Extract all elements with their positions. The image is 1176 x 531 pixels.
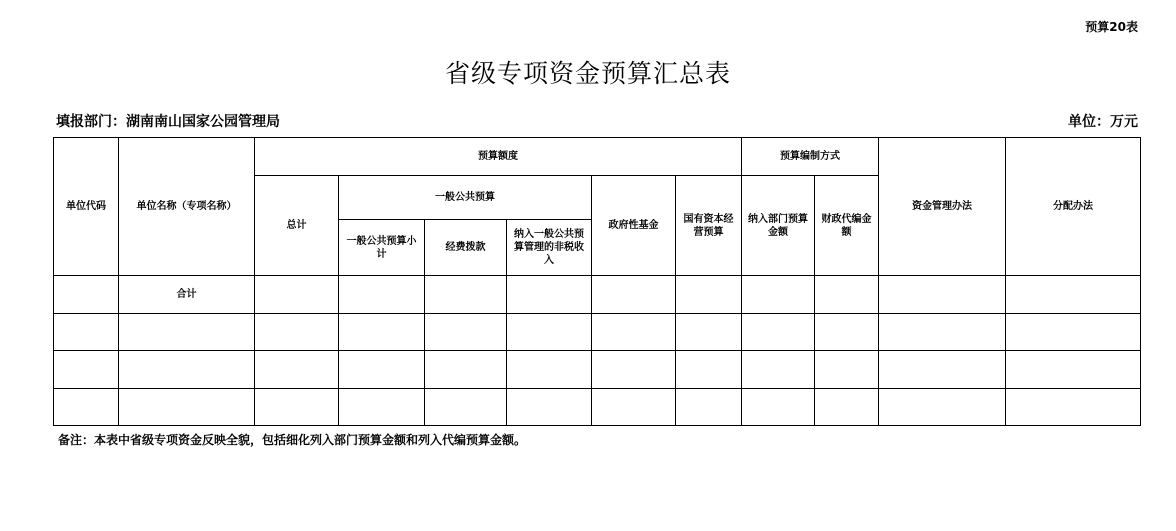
header-allocation-method: 分配办法 bbox=[1006, 138, 1141, 276]
page-title: 省级专项资金预算汇总表 bbox=[444, 59, 731, 88]
cell-allocation-method bbox=[1006, 351, 1141, 389]
table-row-total bbox=[54, 276, 1141, 314]
cell-gov-fund bbox=[592, 276, 676, 314]
form-number: 预算20表 bbox=[1085, 20, 1138, 34]
cell-total bbox=[255, 389, 339, 426]
cell-appropriation bbox=[425, 314, 507, 351]
cell-unit-code bbox=[54, 389, 119, 426]
department-value: 湖南南山国家公园管理局 bbox=[126, 114, 280, 130]
cell-fund-management bbox=[879, 276, 1006, 314]
header-unit-code: 单位代码 bbox=[54, 138, 119, 276]
header-finance-proxy-amount: 财政代编金额 bbox=[815, 176, 879, 276]
footnote-label: 备注 ： bbox=[58, 433, 94, 447]
table-row bbox=[54, 389, 1141, 426]
cell-allocation-method bbox=[1006, 389, 1141, 426]
cell-gov-fund bbox=[592, 389, 676, 426]
header-compile-method: 预算编制方式 bbox=[742, 138, 879, 176]
budget-summary-table bbox=[53, 137, 1141, 426]
cell-fund-management bbox=[879, 351, 1006, 389]
cell-total bbox=[255, 276, 339, 314]
cell-unit-code bbox=[54, 276, 119, 314]
cell-total bbox=[255, 314, 339, 351]
header-state-capital: 国有资本经营预算 bbox=[676, 176, 742, 276]
cell-dept-budget-amount bbox=[742, 314, 815, 351]
cell-non-tax-income bbox=[507, 314, 592, 351]
header-unit-name: 单位名称（专项名称） bbox=[119, 138, 255, 276]
cell-total bbox=[255, 351, 339, 389]
cell-finance-proxy-amount bbox=[815, 276, 879, 314]
cell-state-capital bbox=[676, 351, 742, 389]
cell-unit-name bbox=[119, 351, 255, 389]
footnote bbox=[58, 431, 526, 448]
cell-unit-name bbox=[119, 314, 255, 351]
cell-appropriation bbox=[425, 351, 507, 389]
cell-appropriation bbox=[425, 276, 507, 314]
cell-fund-management bbox=[879, 314, 1006, 351]
cell-finance-proxy-amount bbox=[815, 351, 879, 389]
department-label: 填报部门 ： bbox=[56, 114, 126, 130]
cell-gov-fund bbox=[592, 314, 676, 351]
footnote-text: 本表中省级专项资金反映全貌，包括细化列入部门预算金额和列入代编预算金额。 bbox=[94, 433, 527, 447]
header-non-tax-income: 纳入一般公共预算管理的非税收入 bbox=[507, 220, 592, 276]
cell-unit-name bbox=[119, 389, 255, 426]
header-dept-budget-amount: 纳入部门预算金额 bbox=[742, 176, 815, 276]
unit-info bbox=[1068, 111, 1138, 131]
cell-appropriation bbox=[425, 389, 507, 426]
header-fund-management: 资金管理办法 bbox=[879, 138, 1006, 276]
cell-dept-budget-amount bbox=[742, 351, 815, 389]
cell-state-capital bbox=[676, 314, 742, 351]
cell-non-tax-income bbox=[507, 389, 592, 426]
reporting-department bbox=[56, 111, 280, 131]
cell-general-subtotal bbox=[339, 389, 425, 426]
cell-gov-fund bbox=[592, 351, 676, 389]
unit-label: 单位 ： bbox=[1068, 114, 1110, 130]
header-general-public-budget: 一般公共预算 bbox=[339, 176, 592, 220]
header-appropriation: 经费拨款 bbox=[425, 220, 507, 276]
cell-general-subtotal bbox=[339, 351, 425, 389]
table-row bbox=[54, 351, 1141, 389]
header-total: 总计 bbox=[255, 176, 339, 276]
header-general-subtotal: 一般公共预算小计 bbox=[339, 220, 425, 276]
cell-allocation-method bbox=[1006, 276, 1141, 314]
cell-state-capital bbox=[676, 276, 742, 314]
cell-non-tax-income bbox=[507, 351, 592, 389]
cell-dept-budget-amount bbox=[742, 276, 815, 314]
table-row bbox=[54, 314, 1141, 351]
cell-finance-proxy-amount bbox=[815, 314, 879, 351]
cell-non-tax-income bbox=[507, 276, 592, 314]
header-budget-amount: 预算额度 bbox=[255, 138, 742, 176]
cell-unit-name: 合计 bbox=[119, 276, 255, 314]
cell-dept-budget-amount bbox=[742, 389, 815, 426]
cell-general-subtotal bbox=[339, 314, 425, 351]
unit-value: 万元 bbox=[1110, 114, 1138, 130]
cell-unit-code bbox=[54, 314, 119, 351]
cell-allocation-method bbox=[1006, 314, 1141, 351]
cell-fund-management bbox=[879, 389, 1006, 426]
cell-unit-code bbox=[54, 351, 119, 389]
header-gov-fund: 政府性基金 bbox=[592, 176, 676, 276]
cell-finance-proxy-amount bbox=[815, 389, 879, 426]
cell-general-subtotal bbox=[339, 276, 425, 314]
cell-state-capital bbox=[676, 389, 742, 426]
